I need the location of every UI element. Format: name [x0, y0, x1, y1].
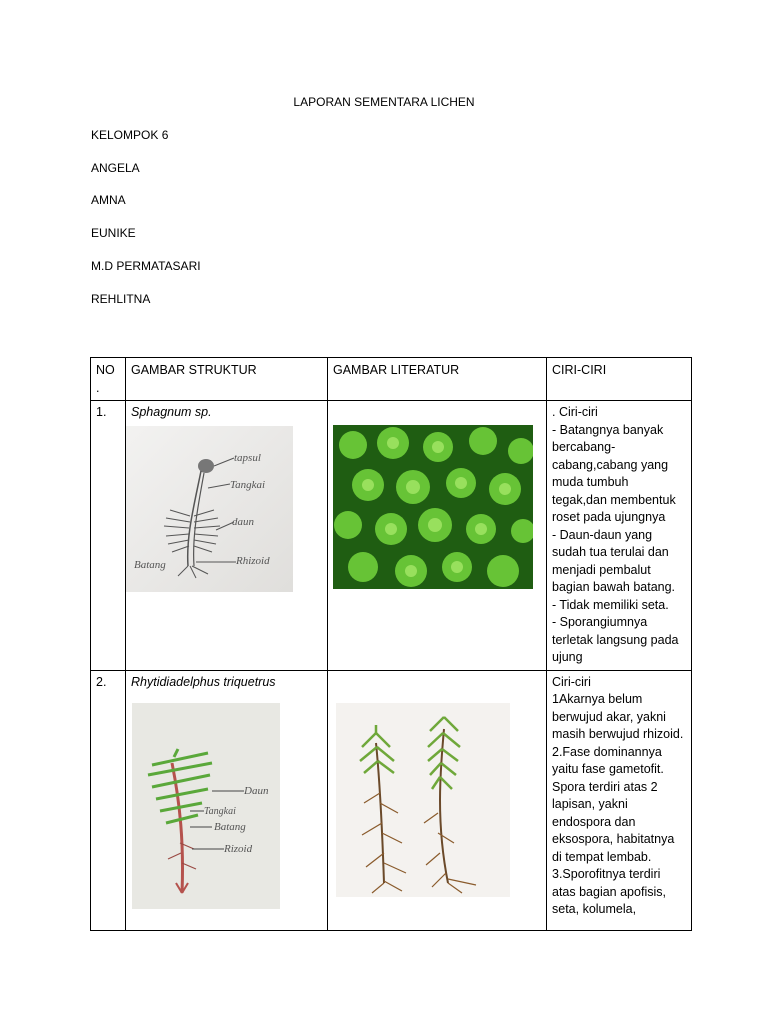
characteristics-cell — [547, 670, 692, 930]
row-number: 2. — [91, 670, 126, 930]
svg-text:tapsul: tapsul — [234, 452, 261, 464]
svg-text:Batang: Batang — [134, 559, 166, 571]
species-name: Sphagnum sp. — [131, 405, 212, 419]
member-name: AMNA — [91, 193, 126, 207]
header-ciri-ciri: CIRI-CIRI — [547, 358, 692, 401]
svg-text:Batang: Batang — [214, 820, 246, 833]
table-header-row — [91, 358, 692, 401]
ciri-line: Ciri-ciri — [552, 674, 591, 689]
member-name: M.D PERMATASARI — [91, 259, 201, 273]
literature-cell — [328, 401, 547, 671]
literature-cell — [328, 670, 547, 930]
page-title: LAPORAN SEMENTARA LICHEN — [293, 95, 475, 109]
species-name: Rhytidiadelphus triquetrus — [131, 674, 276, 689]
observation-table — [90, 357, 692, 931]
ciri-line: - Sporangiumnya terletak langsung pada ujung — [552, 615, 679, 664]
svg-text:Tangkai: Tangkai — [230, 479, 266, 491]
member-name: EUNIKE — [91, 226, 136, 240]
rhytidiadelphus-sketch-image — [132, 703, 280, 909]
svg-text:Tangkai: Tangkai — [204, 805, 236, 817]
sphagnum-sketch-image — [126, 426, 293, 592]
table-row — [91, 401, 692, 671]
group-name: KELOMPOK 6 — [91, 128, 169, 142]
rhytidiadelphus-photo — [336, 703, 510, 897]
member-name: ANGELA — [91, 161, 140, 175]
svg-text:Daun: Daun — [244, 784, 269, 797]
row-number: 1. — [91, 401, 126, 671]
ciri-line: - Daun-daun yang sudah tua terulai dan menjadi pembalut bagian bawah batang. — [552, 527, 676, 594]
svg-text:daun: daun — [232, 516, 254, 528]
ciri-line: 3.Sporofitnya terdiri atas bagian apofisis, seta, kolumela, — [552, 867, 666, 916]
ciri-line: . Ciri-ciri — [552, 405, 598, 419]
table-row — [91, 670, 692, 930]
ciri-line: - Batangnya banyak bercabang-cabang,cabang yang muda tumbuh tegak,dan membentuk roset pada ujungnya — [552, 422, 676, 524]
svg-text:Rhizoid: Rhizoid — [236, 555, 270, 567]
header-gambar-literatur: GAMBAR LITERATUR — [328, 358, 547, 401]
header-no: NO . — [91, 358, 126, 401]
member-name: REHLITNA — [91, 292, 151, 306]
svg-text:Rizoid: Rizoid — [224, 842, 253, 855]
ciri-line: 2.Fase dominannya yaitu fase gametofit. Spora terdiri atas 2 lapisan, yakni endospora dan eksospora, habitatnya di tempat lembab. — [552, 744, 675, 864]
structure-cell — [126, 401, 328, 671]
header-gambar-struktur: GAMBAR STRUKTUR — [126, 358, 328, 401]
ciri-line: 1Akarnya belum berwujud akar, yakni masih berwujud rhizoid. — [552, 692, 684, 741]
structure-cell — [126, 670, 328, 930]
sphagnum-photo — [333, 425, 533, 589]
ciri-line: - Tidak memiliki seta. — [552, 597, 669, 612]
characteristics-cell — [547, 401, 692, 671]
